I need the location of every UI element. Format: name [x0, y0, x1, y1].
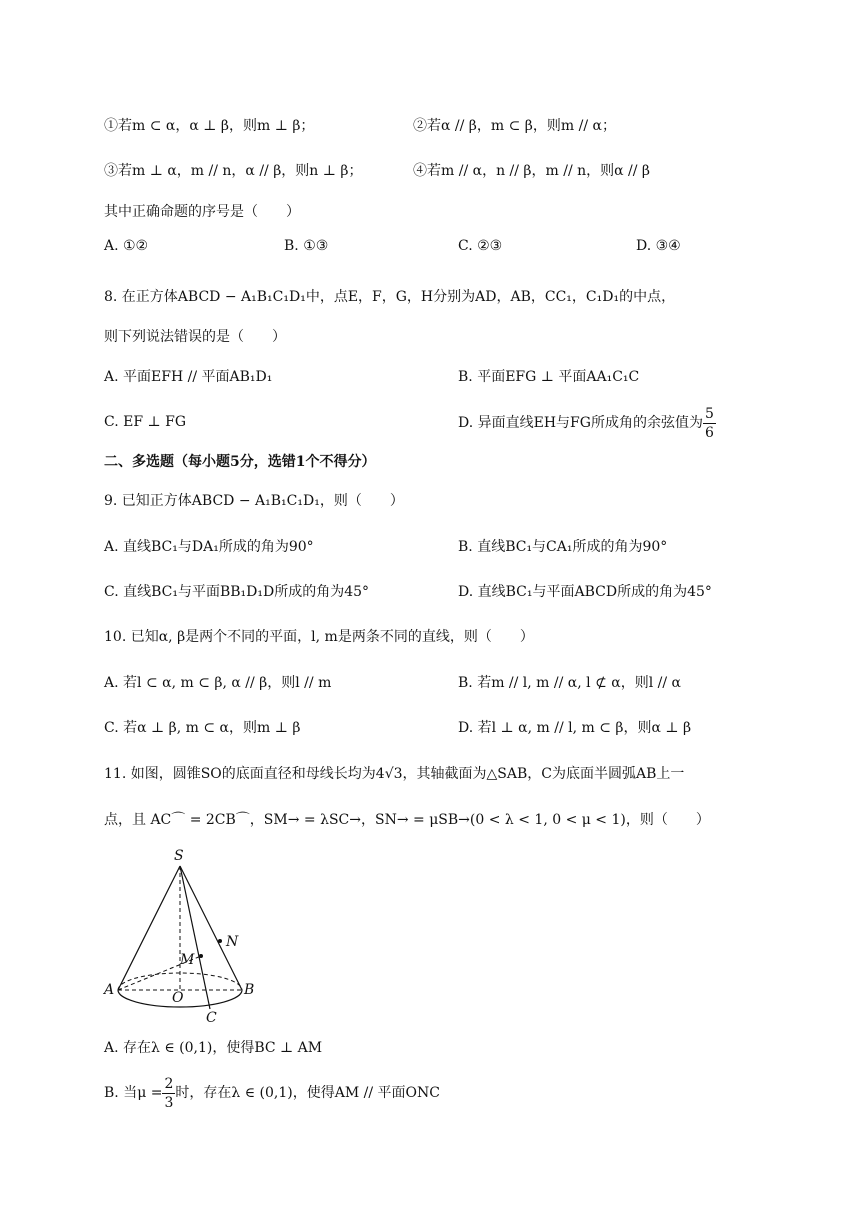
q11-option-a: A. 存在λ ∈ (0,1)，使得BC ⊥ AM	[104, 1040, 323, 1056]
q7-option-a: A. ①②	[104, 238, 149, 254]
point-M	[199, 954, 203, 958]
fraction-numerator: 2	[164, 1075, 174, 1092]
point-N	[218, 939, 222, 943]
q7-option-d: D. ③④	[636, 238, 681, 254]
q7-stem: 其中正确命题的序号是（ ）	[104, 204, 300, 220]
line-SB	[180, 866, 242, 990]
label-M: M	[180, 952, 195, 968]
q8-option-d-text: D. 异面直线EH与FG所成角的余弦值为	[458, 415, 703, 431]
label-N: N	[226, 934, 239, 950]
q10-option-d: D. 若l ⊥ α, m // l, m ⊂ β，则α ⊥ β	[458, 720, 692, 736]
q8-option-d	[458, 400, 716, 446]
q7-option-b: B. ①③	[284, 238, 329, 254]
q9-option-a: A. 直线BC₁与DA₁所成的角为90°	[104, 539, 314, 555]
fraction-denominator: 3	[164, 1094, 174, 1111]
q8-option-b: B. 平面EFG ⊥ 平面AA₁C₁C	[458, 369, 640, 385]
q10-option-a: A. 若l ⊂ α, m ⊂ β, α // β，则l // m	[104, 675, 332, 691]
label-A: A	[104, 982, 115, 998]
q7-option-c: C. ②③	[458, 238, 503, 254]
q10-stem: 10. 已知α, β是两个不同的平面，l, m是两条不同的直线，则（ ）	[104, 629, 534, 645]
q8-stem: 8. 在正方体ABCD − A₁B₁C₁D₁中，点E，F，G，H分别为AD，AB，CC₁，C₁D₁的中点，	[104, 289, 676, 305]
q8-stem-cont: 则下列说法错误的是（ ）	[104, 329, 286, 345]
q9-stem: 9. 已知正方体ABCD − A₁B₁C₁D₁，则（ ）	[104, 493, 404, 509]
proposition-3: ③若m ⊥ α，m // n，α // β，则n ⊥ β；	[104, 163, 363, 179]
fraction-numerator: 5	[704, 405, 714, 422]
q8-option-c: C. EF ⊥ FG	[104, 414, 187, 430]
section-title-multi-choice: 二、多选题（每小题5分，选错1个不得分）	[104, 454, 376, 470]
q11-option-b-suffix: 时，存在λ ∈ (0,1)，使得AM // 平面ONC	[175, 1085, 440, 1101]
fraction-denominator: 6	[704, 424, 714, 441]
label-O: O	[172, 990, 184, 1006]
q9-option-d: D. 直线BC₁与平面ABCD所成的角为45°	[458, 584, 712, 600]
label-C: C	[206, 1010, 217, 1026]
q10-option-b: B. 若m // l, m // α, l ⊄ α，则l // α	[458, 675, 681, 691]
proposition-2: ②若α // β，m ⊂ β，则m // α；	[413, 118, 616, 134]
q9-option-b: B. 直线BC₁与CA₁所成的角为90°	[458, 539, 668, 555]
q8-option-a: A. 平面EFH // 平面AB₁D₁	[104, 369, 273, 385]
proposition-1: ①若m ⊂ α，α ⊥ β，则m ⊥ β；	[104, 118, 315, 134]
fraction-2-3	[162, 1075, 175, 1112]
q11-stem: 11. 如图，圆锥SO的底面直径和母线长均为4√3，其轴截面为△SAB，C为底面半圆弧AB上一	[104, 766, 685, 782]
line-SA	[118, 866, 180, 990]
q11-option-b	[104, 1070, 440, 1116]
q11-stem-cont: 点，且 AC⌒ = 2CB⌒，SM→ = λSC→，SN→ = μSB→(0 < λ < 1, 0 < μ < 1)，则（ ）	[104, 812, 710, 828]
label-B: B	[244, 982, 255, 998]
line-SC	[180, 866, 210, 1009]
fraction-5-6	[703, 405, 716, 442]
proposition-4: ④若m // α，n // β，m // n，则α // β	[413, 163, 651, 179]
q11-option-b-prefix: B. 当μ =	[104, 1085, 163, 1101]
q10-option-c: C. 若α ⊥ β, m ⊂ α，则m ⊥ β	[104, 720, 301, 736]
q9-option-c: C. 直线BC₁与平面BB₁D₁D所成的角为45°	[104, 584, 370, 600]
label-S: S	[174, 848, 184, 864]
cone-figure	[100, 844, 270, 1026]
